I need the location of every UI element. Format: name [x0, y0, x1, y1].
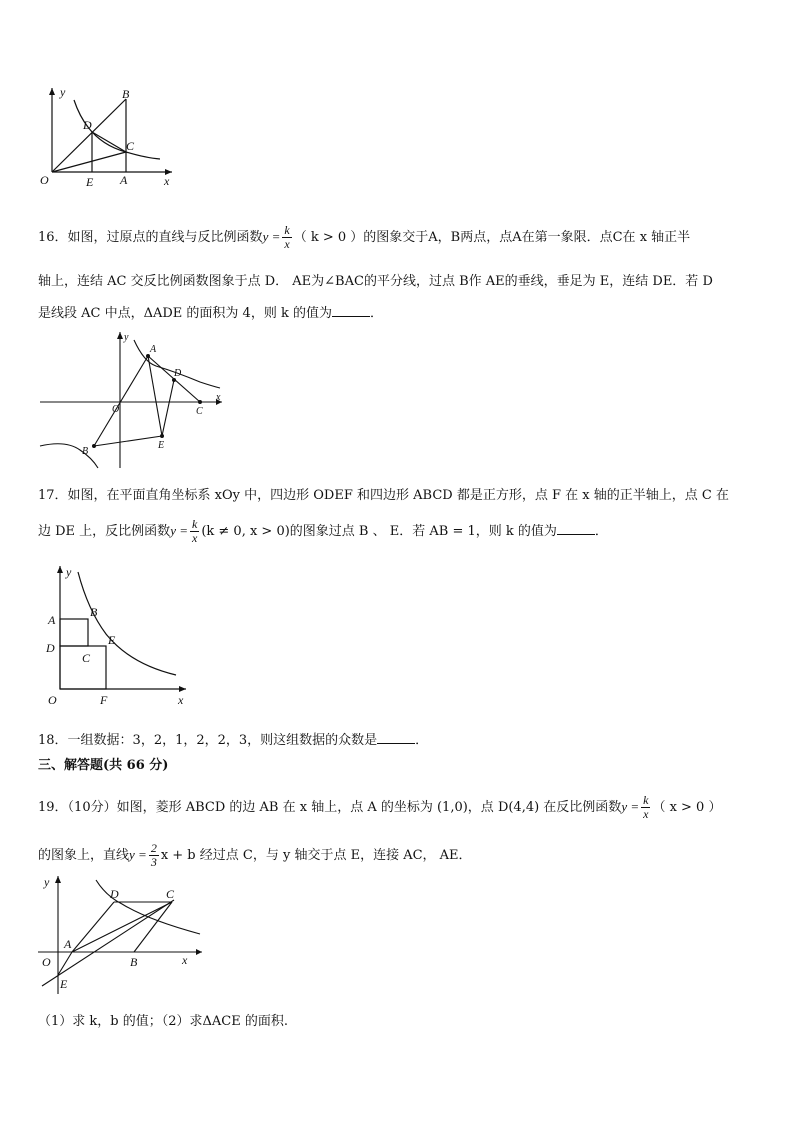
label-y: y [66, 565, 72, 579]
label-E: E [158, 440, 165, 451]
label-E: E [86, 175, 94, 189]
label-C: C [126, 139, 135, 153]
label-B: B [122, 87, 130, 101]
figure-19 [36, 872, 214, 998]
line-AB [94, 356, 148, 446]
q16-number: 16． [38, 230, 68, 245]
figure-17 [36, 560, 196, 710]
q16-line-2: 轴上，连结 AC 交反比例函数图象于点 D． AE为∠BAC的平分线，过点 B作 AE的垂线，垂足为 E，连结 DE．若 D [38, 274, 713, 289]
label-E: E [60, 977, 68, 991]
label-B: B [90, 605, 98, 619]
line-OB [52, 99, 126, 172]
figure-15 [36, 82, 186, 194]
answer-blank [332, 304, 370, 317]
segment-OC [52, 152, 126, 172]
fraction-k-over-x: $\frac{k}{x}$ [643, 793, 649, 821]
q19-subquestions: （1）求 k，b 的值；（2）求ΔACE 的面积. [38, 1014, 288, 1029]
q17-line-1: 17．如图，在平面直角坐标系 xOy 中，四边形 ODEF 和四边形 ABCD 都是正方形，点 F 在 x 轴的正半轴上，点 C 在 [38, 488, 729, 503]
label-B: B [130, 955, 138, 969]
segment-AC [72, 902, 172, 952]
label-C: C [82, 651, 91, 665]
segment-BE [94, 436, 162, 446]
answer-blank [377, 731, 415, 744]
hyperbola-branch-1 [134, 340, 220, 388]
q17-line-2: 边 DE 上，反比例函数y = $\frac{k}{x}$ (k ≠ 0, x > 0)的图象过点 B 、 E．若 AB = 1，则 k 的值为 ． [38, 517, 608, 545]
label-B: B [82, 446, 89, 457]
section-heading: 三、解答题(共 66 分) [38, 758, 169, 773]
q18-line: 18．一组数据：3，2，1，2，2，3，则这组数据的众数是 ． [38, 733, 429, 748]
label-D: D [174, 368, 182, 379]
segment-BC [134, 902, 172, 952]
label-F: F [100, 693, 108, 707]
figure-16 [36, 328, 232, 470]
answer-blank [557, 522, 595, 535]
label-C: C [166, 887, 175, 901]
label-O: O [48, 693, 57, 707]
q19-line-1: 19．（10分）如图，菱形 ABCD 的边 AB 在 x 轴上，点 A 的坐标为 (1,0)，点 D(4,4) 在反比例函数y = $\frac{k}{x}$ （ x > 0 ） [38, 793, 722, 821]
label-y: y [44, 875, 50, 889]
label-O: O [112, 404, 120, 415]
label-x: x [216, 392, 221, 403]
label-O: O [40, 173, 49, 187]
hyperbola-branch-2 [40, 444, 98, 468]
label-A: A [64, 937, 72, 951]
label-x: x [164, 174, 170, 188]
fraction-2-over-3: $\frac{2}{3}$ [150, 841, 157, 869]
label-D: D [46, 641, 55, 655]
q16-line-3: 是线段 AC 中点，ΔADE 的面积为 4，则 k 的值为 ． [38, 306, 383, 321]
label-x: x [178, 693, 184, 707]
label-D: D [83, 118, 92, 132]
segment-AD [72, 902, 114, 952]
q19-line-2: 的图象上，直线y = $\frac{2}{3}$ x + b 经过点 C，与 y 轴交于点 E，连接 AC， AE． [38, 841, 472, 869]
label-y: y [60, 85, 66, 99]
label-O: O [42, 955, 51, 969]
q16-line-1: 16．如图，过原点的直线与反比例函数y = $\frac{k}{x}$ （ k > 0 ）的图象交于A，B两点，点A在第一象限．点C在 x 轴正半 [38, 223, 691, 251]
segment-DE [162, 380, 174, 436]
fraction-k-over-x: $\frac{k}{x}$ [284, 223, 290, 251]
segment-AE [148, 356, 162, 436]
label-A: A [48, 613, 56, 627]
line-CE [42, 900, 174, 986]
square-ABCD [60, 619, 88, 646]
hyperbola-curve [78, 572, 176, 675]
fraction-k-over-x: $\frac{k}{x}$ [191, 517, 198, 545]
label-C: C [196, 406, 203, 417]
label-A: A [150, 344, 157, 355]
label-y: y [124, 332, 129, 343]
label-x: x [182, 953, 188, 967]
label-A: A [120, 173, 128, 187]
label-E: E [108, 633, 116, 647]
q17-number: 17． [38, 488, 68, 503]
label-D: D [110, 887, 119, 901]
segment-DC [92, 132, 126, 152]
